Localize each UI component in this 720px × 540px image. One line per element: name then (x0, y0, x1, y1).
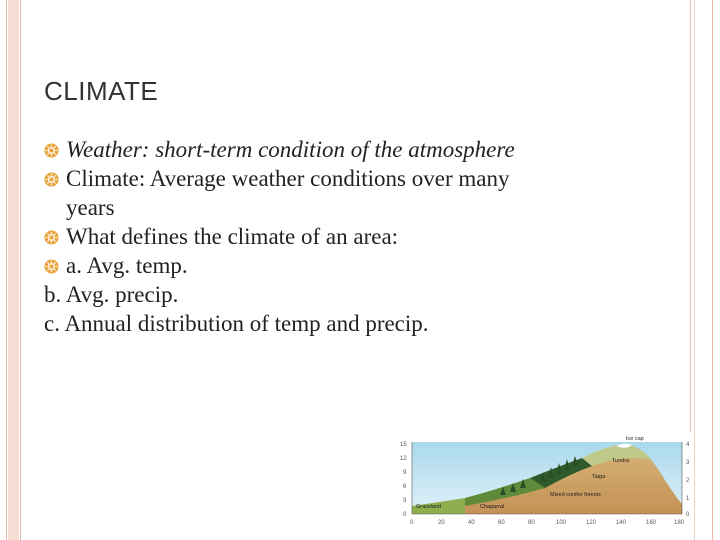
x-tick-label: 60 (498, 520, 505, 526)
right-tick-label: 0 (686, 512, 690, 518)
bullet-text-avg-temp: a. Avg. temp. (66, 253, 188, 278)
frame-band-left (8, 0, 19, 540)
frame-line-left-outer (6, 0, 7, 540)
left-tick-label: 6 (403, 484, 407, 490)
left-tick-label: 15 (400, 442, 407, 448)
right-tick-label: 1 (686, 496, 690, 502)
x-tick-label: 40 (468, 520, 475, 526)
line-annual-distribution: c. Annual distribution of temp and precip. (44, 311, 429, 336)
slide-title: CLIMATE (44, 76, 159, 106)
x-tick-label: 0 (410, 520, 414, 526)
zone-label-ice-cap: Ice cap (626, 436, 644, 442)
bullet-climate-continuation: years (66, 195, 115, 220)
right-tick-label: 3 (686, 460, 690, 466)
sun-bullet-icon (44, 259, 59, 274)
line-avg-precip: b. Avg. precip. (44, 282, 179, 307)
bullet-defines (44, 222, 684, 251)
x-tick-label: 100 (556, 520, 567, 526)
zone-label-grassland: Grassland (416, 504, 442, 510)
frame-line-right-3 (712, 0, 713, 540)
bullet-text-defines: What defines the climate of an area: (66, 224, 399, 249)
left-tick-label: 3 (403, 498, 407, 504)
x-tick-label: 120 (586, 520, 597, 526)
x-tick-label: 160 (646, 520, 657, 526)
left-tick-label: 9 (403, 470, 407, 476)
x-tick-label: 20 (438, 520, 445, 526)
zone-label-taiga: Taiga (592, 474, 606, 480)
left-tick-label: 0 (403, 512, 407, 518)
sun-bullet-icon (44, 172, 59, 187)
sun-bullet-icon (44, 230, 59, 245)
frame-line-right-2 (694, 0, 695, 540)
x-tick-label: 80 (528, 520, 535, 526)
bullet-weather (44, 135, 684, 164)
climate-zones-diagram (370, 432, 692, 540)
bullet-text-weather: Weather: short-term condition of the atmosphere (66, 137, 515, 162)
bullet-avg-temp (44, 251, 684, 280)
right-tick-label: 4 (686, 442, 690, 448)
zone-label-chaparral: Chaparral (480, 504, 505, 510)
bullet-text-climate: Climate: Average weather conditions over many (66, 166, 510, 191)
zone-label-mixed-conifer: Mixed conifer forests (550, 492, 601, 498)
bullet-climate (44, 164, 684, 193)
left-tick-label: 12 (400, 456, 407, 462)
right-tick-label: 2 (686, 478, 690, 484)
sun-bullet-icon (44, 143, 59, 158)
zone-label-tundra: Tundra (612, 458, 630, 464)
x-tick-label: 140 (616, 520, 627, 526)
frame-line-left-inner (20, 0, 21, 540)
x-tick-label: 180 (674, 520, 685, 526)
slide-body (44, 135, 684, 338)
